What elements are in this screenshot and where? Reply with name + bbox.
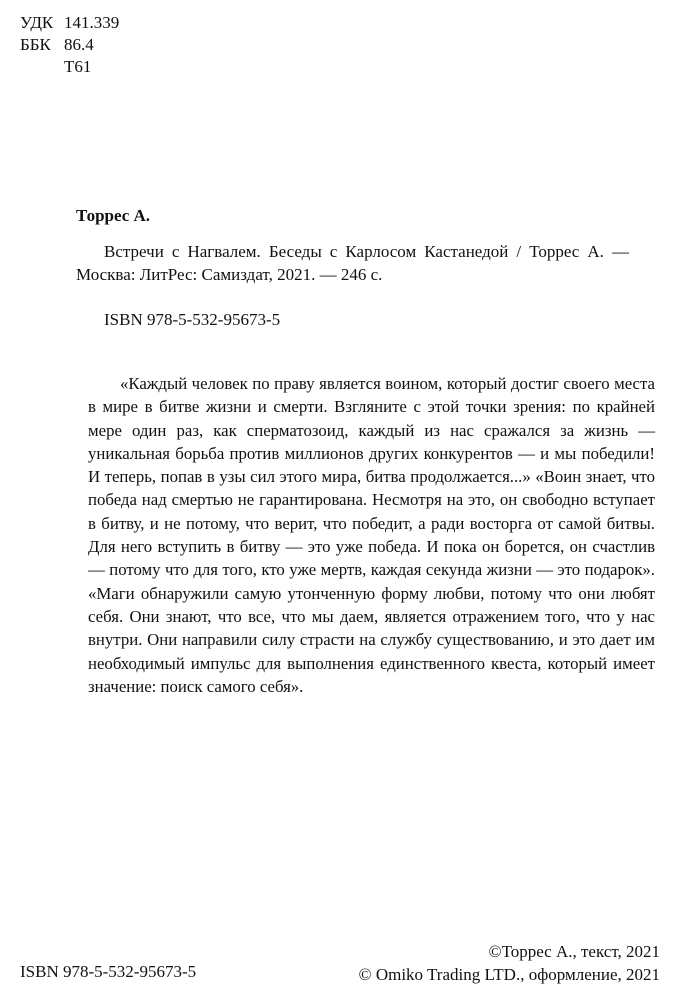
copyright-sign: © <box>488 942 502 961</box>
udk-row <box>20 12 119 34</box>
copyright-text: Торрес А., текст, 2021 <box>501 942 660 961</box>
copyright-design-line: © Omiko Trading LTD., оформление, 2021 <box>358 965 660 984</box>
annotation-paragraph: «Каждый человек по праву является воином, который достиг своего места в мире в битве жизни и смерти. Взгляните с этой точки зрения: по крайней мере один раз, как сперматозоид, каждый из нас сражался за жизнь — уникальная борьба против миллионов других конкурентов — и мы победили! И теперь, попав в узы сил этого мира, битва продолжается...» «Воин знает, что победа над смертью не гарантирована. Несмотря на это, он свободно вступает в битву, и не потому, что верит, что победит, а ради восторга от самой битвы. Для него вступить в битву — это уже победа. И пока он борется, он счастлив — потому что для того, кто уже мертв, каждая секунда жизни — это подарок». «Маги обнаружили самую утонченную форму любви, потому что они любят себя. Они знают, что все, что мы даем, является отражением того, что у нас внутри. Они направили силу страсти на службу существованию, и это дает им необходимый импульс для выполнения единственного квеста, который имеет значение: поиск самого себя». <box>88 374 655 696</box>
bibliographic-record: Встречи с Нагвалем. Беседы с Карлосом Кастанедой / Торрес А. — Москва: ЛитРес: Самиздат, 2021. — 246 с. <box>76 242 629 284</box>
bbk-row <box>20 34 119 56</box>
udk-label: УДК <box>20 13 54 32</box>
isbn-line: ISBN 978-5-532-95673-5 <box>104 310 281 329</box>
author-mark: Т61 <box>64 57 92 76</box>
bbk-value: 86.4 <box>64 35 94 54</box>
classification-block <box>20 12 119 78</box>
udk-value: 141.339 <box>64 13 120 32</box>
copyright-text-line <box>359 940 660 963</box>
bbk-label: ББК <box>20 35 51 54</box>
author-heading: Торрес А. <box>76 206 151 225</box>
copyright-block <box>359 940 660 986</box>
footer-isbn: ISBN 978-5-532-95673-5 <box>20 962 197 981</box>
author-mark-row <box>20 56 119 78</box>
